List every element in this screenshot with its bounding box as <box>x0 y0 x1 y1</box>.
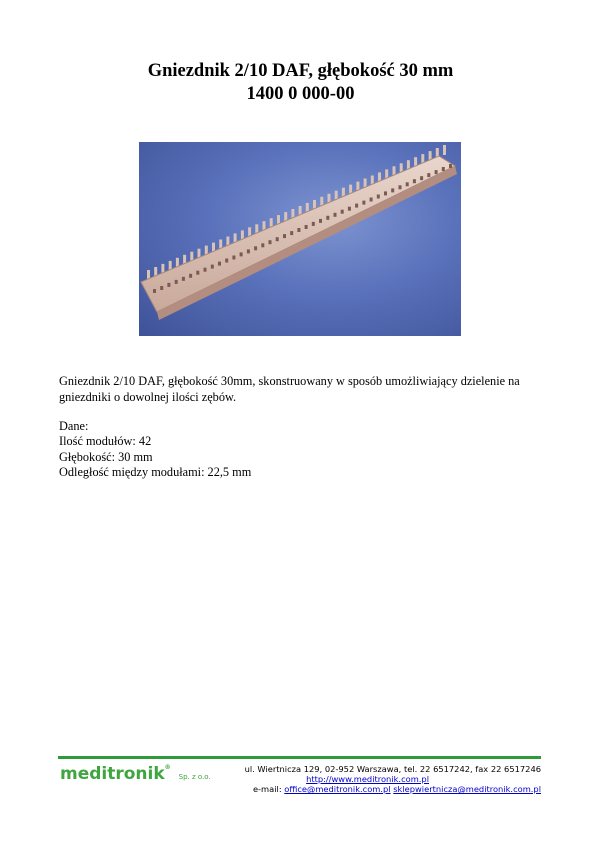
rail-slot <box>160 286 163 290</box>
rail-slot <box>283 234 286 238</box>
rail-slot <box>341 210 344 214</box>
rail-slot <box>435 170 438 174</box>
rail-slot <box>297 228 300 232</box>
rail-slot <box>189 274 192 278</box>
rail-slot <box>384 191 387 195</box>
rail-slot <box>399 185 402 189</box>
rail-slot <box>355 204 358 208</box>
rail-slot <box>348 207 351 211</box>
specs-block <box>59 419 251 480</box>
rail-slot <box>240 252 243 256</box>
rail-slot <box>196 271 199 275</box>
rail-slot <box>334 213 337 217</box>
rail-slot <box>175 280 178 284</box>
rail-slot <box>204 268 207 272</box>
email-label: e-mail: <box>252 784 282 794</box>
footer-divider <box>58 756 541 759</box>
logo-wordmark: meditronik <box>60 764 165 784</box>
rail-slot <box>290 231 293 235</box>
rail-slot <box>182 277 185 281</box>
footer-website-line <box>99 774 429 785</box>
rail-tooth <box>443 145 446 155</box>
rail-slot <box>319 219 322 223</box>
rail-slot <box>261 243 264 247</box>
rail-slot <box>247 249 250 253</box>
logo-trademark: ® <box>164 764 171 771</box>
rail-slot <box>377 195 380 199</box>
rail-slot <box>362 201 365 205</box>
email-shop-link[interactable]: sklepwiertnicza@meditronik.com.pl <box>393 784 541 794</box>
rail-slot <box>449 164 452 168</box>
spec-item: Ilość modułów: 42 <box>59 434 152 449</box>
spec-item: Odległość między modułami: 22,5 mm <box>59 464 252 479</box>
rail-slot <box>326 216 329 220</box>
rail-slot <box>218 262 221 266</box>
website-link[interactable]: http://www.meditronik.com.pl <box>306 774 429 784</box>
rail-slot <box>269 240 272 244</box>
rail-slot <box>427 173 430 177</box>
footer-address: ul. Wiertnicza 129, 02-952 Warszawa, tel. 22 6517242, fax 22 6517246 <box>244 764 541 774</box>
rail-slot <box>420 176 423 180</box>
rail-slot <box>232 256 235 260</box>
rail-slot <box>276 237 279 241</box>
rail-slot <box>254 246 257 250</box>
rail-slot <box>406 182 409 186</box>
rail-slot <box>225 259 228 263</box>
logo-suffix: Sp. z o.o. <box>178 773 211 781</box>
product-code: 1400 0 000-00 <box>246 84 355 104</box>
footer-email-line <box>211 784 541 795</box>
rail-slot <box>370 198 373 202</box>
spec-item: Głębokość: 30 mm <box>59 449 153 464</box>
email-office-link[interactable]: office@meditronik.com.pl <box>284 784 391 794</box>
product-photo <box>139 142 461 336</box>
rail-slot <box>413 179 416 183</box>
product-photo-illustration <box>139 142 461 336</box>
rail-slot <box>442 167 445 171</box>
specs-heading: Dane: <box>59 419 89 433</box>
rail-slot <box>312 222 315 226</box>
rail-slot <box>391 188 394 192</box>
product-description: Gniezdnik 2/10 DAF, głębokość 30mm, skonstruowany w sposób umożliwiający dzielenie na gniezdniki o dowolnej ilości zębów. <box>59 374 520 404</box>
rail-slot <box>305 225 308 229</box>
rail-slot <box>211 265 214 269</box>
rail-slot <box>167 283 170 287</box>
rail-slot <box>153 289 156 293</box>
page-title: Gniezdnik 2/10 DAF, głębokość 30 mm <box>147 61 454 81</box>
